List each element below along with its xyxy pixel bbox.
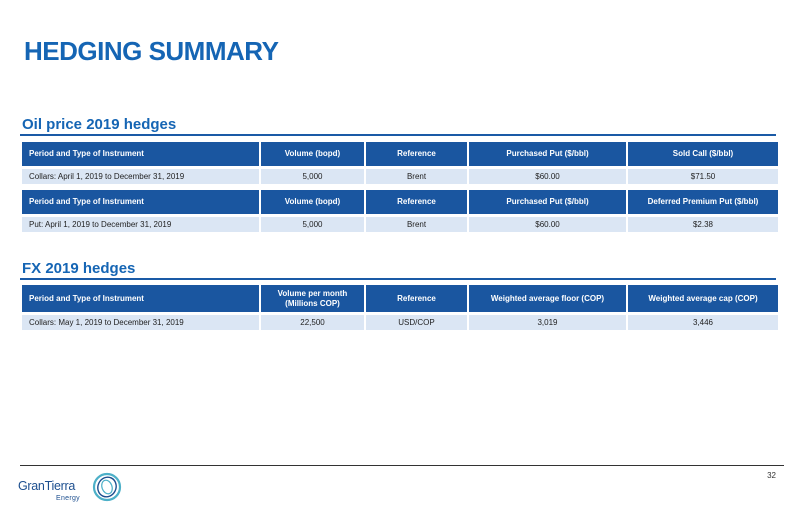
table-cell: $60.00 <box>469 217 626 232</box>
table-cell: 22,500 <box>261 315 364 330</box>
company-logo <box>18 468 128 508</box>
table-header-row <box>22 285 778 312</box>
column-header: Sold Call ($/bbl) <box>628 142 778 166</box>
table-row <box>22 217 778 232</box>
table-cell: Put: April 1, 2019 to December 31, 2019 <box>22 217 259 232</box>
column-header: Reference <box>366 285 467 312</box>
column-header: Period and Type of Instrument <box>22 142 259 166</box>
table-cell: 5,000 <box>261 169 364 184</box>
footer-divider <box>20 465 784 466</box>
table-header-row <box>22 190 778 214</box>
logo-wordmark: GranTierra <box>18 479 75 493</box>
table-cell: $60.00 <box>469 169 626 184</box>
column-header: Reference <box>366 190 467 214</box>
table-cell: USD/COP <box>366 315 467 330</box>
table-cell: 3,019 <box>469 315 626 330</box>
column-header: Volume (bopd) <box>261 190 364 214</box>
column-header: Reference <box>366 142 467 166</box>
table-cell: Brent <box>366 169 467 184</box>
oil-section-divider <box>20 134 776 136</box>
table-cell: Collars: April 1, 2019 to December 31, 2019 <box>22 169 259 184</box>
oil-hedges-table <box>20 142 780 232</box>
table-cell: 3,446 <box>628 315 778 330</box>
column-header: Volume per month (Millions COP) <box>261 285 364 312</box>
column-header: Volume (bopd) <box>261 142 364 166</box>
table-row <box>22 169 778 184</box>
page-title: HEDGING SUMMARY <box>24 36 279 66</box>
column-header: Weighted average cap (COP) <box>628 285 778 312</box>
table-cell: Brent <box>366 217 467 232</box>
fx-hedges-heading: FX 2019 hedges <box>22 260 136 277</box>
fx-section-divider <box>20 278 776 280</box>
table-header-row <box>22 142 778 166</box>
column-header: Period and Type of Instrument <box>22 190 259 214</box>
table-cell: $2.38 <box>628 217 778 232</box>
page-number: 32 <box>767 471 776 480</box>
column-header: Weighted average floor (COP) <box>469 285 626 312</box>
table-cell: $71.50 <box>628 169 778 184</box>
column-header: Purchased Put ($/bbl) <box>469 190 626 214</box>
column-header: Period and Type of Instrument <box>22 285 259 312</box>
logo-subtitle: Energy <box>56 495 80 502</box>
logo-swirl-icon <box>88 469 126 505</box>
oil-hedges-heading: Oil price 2019 hedges <box>22 116 177 133</box>
table-cell: 5,000 <box>261 217 364 232</box>
column-header: Purchased Put ($/bbl) <box>469 142 626 166</box>
column-header: Deferred Premium Put ($/bbl) <box>628 190 778 214</box>
fx-hedges-table <box>20 285 780 330</box>
table-row <box>22 315 778 330</box>
table-cell: Collars: May 1, 2019 to December 31, 2019 <box>22 315 259 330</box>
